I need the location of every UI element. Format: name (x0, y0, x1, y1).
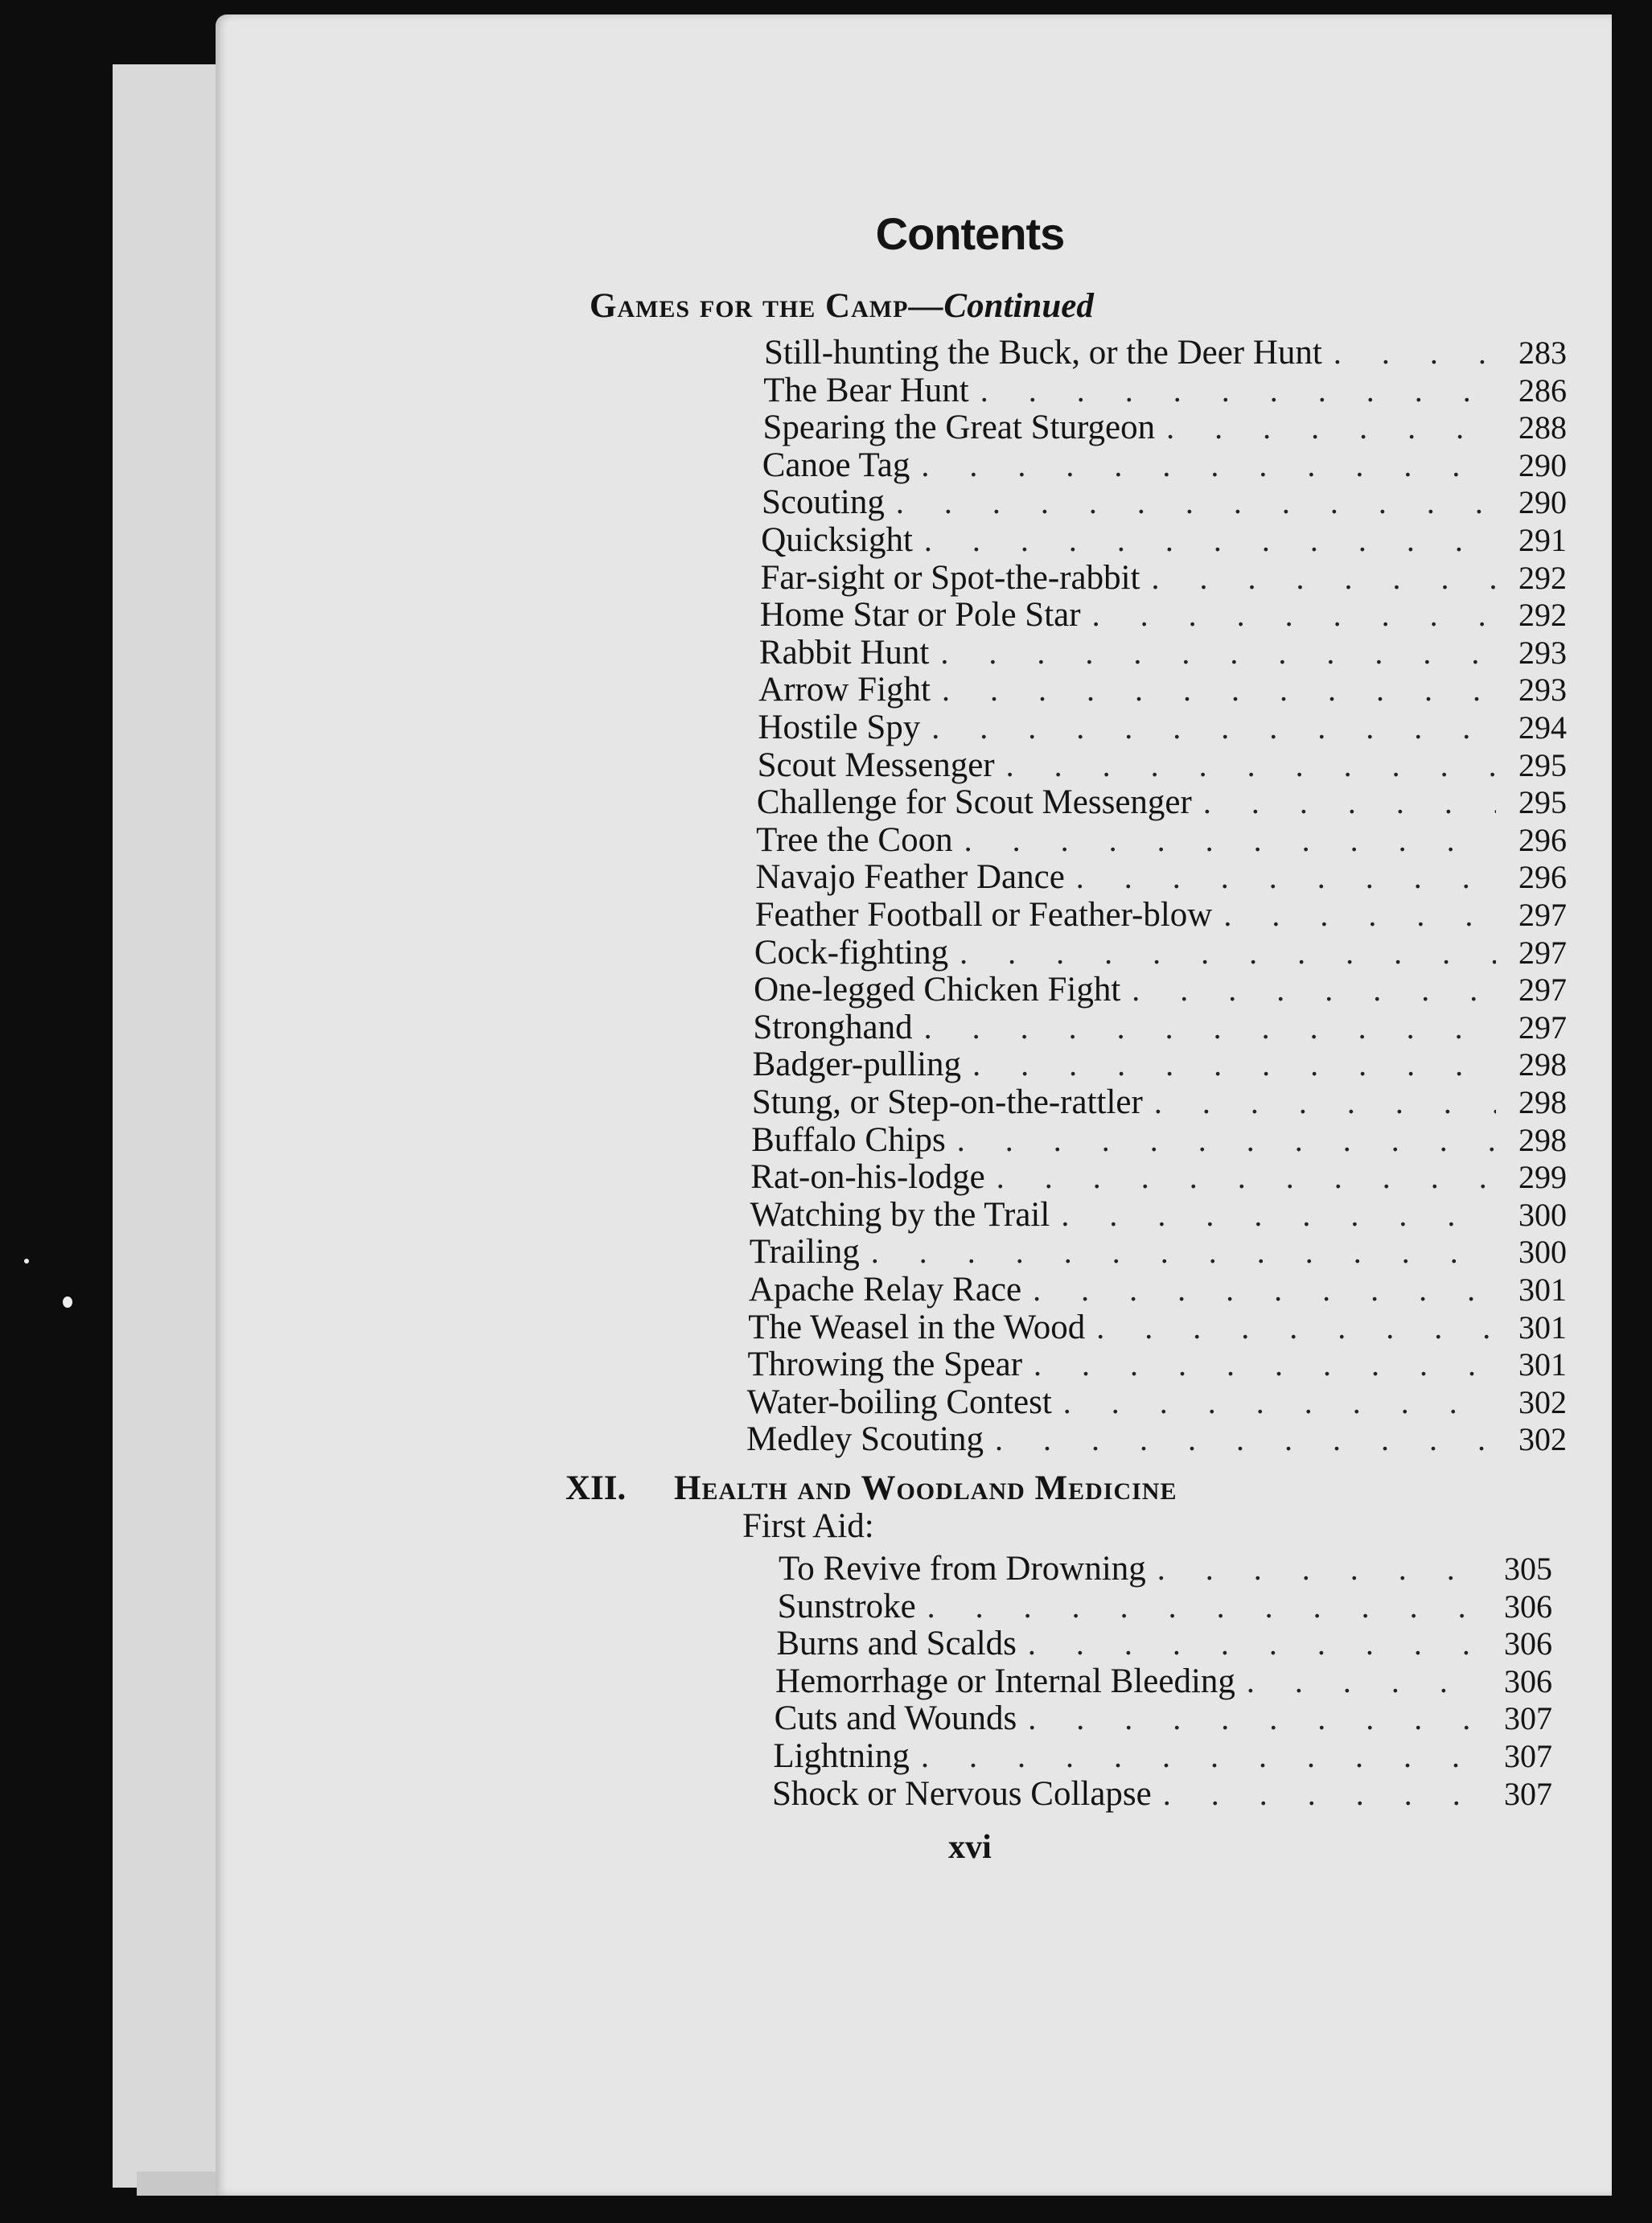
toc-entry-label: Stung, or Step-on-the-rattler (751, 1083, 1143, 1121)
leader-dots (1132, 972, 1496, 1009)
leader-dots (964, 822, 1496, 859)
leader-dots (1163, 1776, 1481, 1813)
toc-entry-label: The Weasel in the Wood (748, 1308, 1086, 1346)
toc-entry-label: Quicksight (761, 521, 913, 559)
toc-entry (757, 784, 1567, 821)
chapter-heading (565, 1469, 1177, 1508)
toc-entry-label: Buffalo Chips (751, 1120, 946, 1159)
toc-entry-page: 306 (1503, 1625, 1552, 1662)
section-continued: Continued (943, 287, 1094, 325)
toc-entry-label: Medley Scouting (746, 1420, 984, 1459)
toc-entry-page: 297 (1518, 897, 1567, 933)
toc-entry (755, 859, 1567, 896)
toc-entry (761, 522, 1567, 559)
toc-entry-label: Far-sight or Spot-the-rabbit (760, 558, 1140, 597)
toc-entry-page: 301 (1518, 1272, 1567, 1308)
toc-entry-label: Tree the Coon (756, 820, 953, 859)
toc-entry-page: 296 (1518, 821, 1567, 858)
leader-dots (997, 1159, 1496, 1196)
section-heading (590, 286, 1094, 326)
toc-entry (776, 1625, 1552, 1662)
toc-entry-label: Throwing the Spear (747, 1346, 1023, 1384)
leader-dots (927, 1588, 1481, 1625)
leader-dots (924, 522, 1496, 559)
toc-entry-page: 292 (1518, 597, 1567, 634)
section-name: Games for the Camp— (590, 287, 944, 325)
toc-entry-label: Badger-pulling (752, 1046, 962, 1084)
toc-entry-page: 290 (1518, 446, 1567, 483)
toc-entry (764, 335, 1567, 372)
toc-entry (775, 1663, 1552, 1700)
leader-dots (995, 1421, 1496, 1458)
leader-dots (1223, 897, 1496, 934)
leader-dots (942, 672, 1496, 709)
toc-entry-page: 296 (1518, 859, 1567, 896)
toc-entry (779, 1551, 1552, 1588)
leader-dots (871, 1234, 1496, 1271)
toc-entry-page: 301 (1518, 1346, 1567, 1383)
toc-entry-label: Canoe Tag (762, 446, 910, 484)
toc-entry (758, 747, 1567, 784)
toc-entry-page: 288 (1518, 409, 1567, 446)
leader-dots (1334, 335, 1496, 372)
toc-entry-page: 306 (1504, 1662, 1552, 1699)
toc-entry (760, 560, 1567, 597)
toc-entry-label: Hemorrhage or Internal Bleeding (775, 1662, 1235, 1700)
toc-entry (748, 1346, 1567, 1383)
toc-entry (772, 1776, 1552, 1813)
toc-entry-label: Scout Messenger (757, 746, 995, 784)
toc-entry-label: Lightning (773, 1737, 910, 1775)
leader-dots (957, 1122, 1496, 1159)
toc-entry (750, 1159, 1567, 1196)
toc-entry-page: 302 (1518, 1383, 1567, 1420)
toc-entry-label: One-legged Chicken Fight (754, 971, 1121, 1009)
toc-entry-label: Challenge for Scout Messenger (756, 783, 1192, 822)
toc-entry-page: 295 (1518, 784, 1567, 821)
toc-entry (762, 447, 1567, 484)
toc-entry-page: 293 (1518, 672, 1567, 709)
toc-entry-label: Water-boiling Contest (746, 1383, 1052, 1421)
leader-dots (980, 372, 1496, 409)
toc-entry-page: 298 (1518, 1121, 1567, 1158)
leader-dots (1096, 1309, 1496, 1346)
toc-entry (750, 1197, 1567, 1234)
leader-dots (1203, 784, 1496, 821)
toc-entry-page: 297 (1518, 1009, 1567, 1046)
toc-entry-label: Hostile Spy (758, 709, 921, 746)
subheading: First Aid: (742, 1507, 874, 1545)
toc-entry (762, 484, 1567, 521)
toc-entry-page: 286 (1518, 372, 1567, 409)
toc-entry-page: 307 (1504, 1775, 1552, 1812)
toc-entry-page: 298 (1518, 1046, 1567, 1083)
toc-entry-page: 299 (1518, 1159, 1567, 1196)
toc-entry (763, 372, 1567, 409)
toc-entry-label: Stronghand (753, 1008, 913, 1046)
toc-entry (754, 972, 1567, 1009)
toc-entry-label: Rabbit Hunt (758, 633, 930, 672)
toc-entry-page: 300 (1518, 1196, 1567, 1233)
leader-dots (1034, 1346, 1496, 1383)
toc-entry-page: 293 (1518, 634, 1567, 671)
toc-entry-label: Arrow Fight (758, 671, 931, 709)
toc-entry (747, 1384, 1567, 1421)
toc-entry-page: 283 (1518, 335, 1567, 371)
toc-entry-page: 295 (1518, 746, 1567, 783)
leader-dots (1061, 1197, 1496, 1234)
toc-entry-page: 290 (1518, 484, 1567, 521)
toc-entry (752, 1084, 1567, 1121)
leader-dots (1028, 1625, 1481, 1662)
leader-dots (972, 1046, 1496, 1083)
toc-entry (753, 1046, 1567, 1083)
chapter-number: XII. (565, 1469, 627, 1507)
scan-speck (24, 1259, 29, 1264)
toc-entry (773, 1738, 1552, 1775)
page-folio: xvi (948, 1829, 992, 1866)
toc-entry-label: Sunstroke (777, 1587, 916, 1625)
toc-entry-label: Burns and Scalds (776, 1625, 1017, 1663)
toc-entry (749, 1272, 1567, 1309)
toc-entry (762, 409, 1567, 446)
leader-dots (921, 1738, 1481, 1775)
toc-entry-page: 305 (1504, 1551, 1552, 1587)
toc-entry (751, 1122, 1567, 1159)
toc-entry-page: 291 (1518, 522, 1567, 558)
leader-dots (924, 1009, 1496, 1046)
toc-entry-page: 300 (1518, 1234, 1567, 1271)
toc-entry-page: 297 (1518, 934, 1567, 971)
toc-entry-label: Cock-fighting (754, 933, 949, 972)
toc-entry (748, 1309, 1567, 1346)
toc-entry-label: Spearing the Great Sturgeon (762, 409, 1156, 447)
toc-entry-label: Still-hunting the Buck, or the Deer Hunt (764, 334, 1322, 372)
toc-entry-page: 297 (1518, 972, 1567, 1009)
leader-dots (931, 709, 1496, 746)
leader-dots (1247, 1663, 1481, 1700)
scan-speck (63, 1296, 72, 1308)
page-title: Contents (875, 208, 1065, 259)
toc-entry (754, 935, 1567, 972)
toc-entry (756, 822, 1567, 859)
toc-entry-label: To Revive from Drowning (779, 1550, 1146, 1588)
leader-dots (1092, 597, 1496, 634)
toc-entry-label: Trailing (749, 1233, 860, 1272)
toc-entry (760, 597, 1567, 634)
toc-entry-label: Shock or Nervous Collapse (772, 1774, 1152, 1813)
toc-entry-label: Scouting (761, 483, 885, 522)
toc-entry-label: Feather Football or Feather-blow (754, 896, 1213, 934)
toc-entry-page: 302 (1518, 1421, 1567, 1458)
toc-entry-label: Watching by the Trail (750, 1195, 1050, 1234)
leader-dots (1033, 1272, 1496, 1309)
leader-dots (1166, 409, 1496, 446)
leader-dots (1006, 747, 1496, 784)
leader-dots (1076, 859, 1496, 896)
leader-dots (921, 447, 1496, 484)
toc-entry-label: Cuts and Wounds (774, 1699, 1017, 1738)
leader-dots (960, 935, 1496, 972)
leader-dots (1028, 1700, 1481, 1737)
toc-entry-label: Navajo Feather Dance (755, 858, 1065, 897)
toc-entry (778, 1588, 1552, 1625)
toc-entry-label: The Bear Hunt (763, 371, 969, 409)
toc-entry (775, 1700, 1552, 1737)
toc-entry-label: Apache Relay Race (749, 1271, 1022, 1309)
toc-entry-page: 292 (1518, 559, 1567, 596)
toc-entry-page: 298 (1518, 1084, 1567, 1120)
leader-dots (940, 635, 1496, 672)
toc-entry-page: 307 (1503, 1738, 1552, 1774)
toc-entry-page: 307 (1503, 1700, 1552, 1737)
toc-entry (758, 709, 1567, 746)
scan-left-margin (113, 64, 217, 2188)
leader-dots (1157, 1551, 1481, 1588)
chapter-name: Health and Woodland Medicine (674, 1469, 1177, 1507)
toc-entry-label: Home Star or Pole Star (759, 596, 1081, 635)
toc-entry (753, 1009, 1567, 1046)
leader-dots (1154, 1084, 1496, 1121)
toc-entry (758, 672, 1567, 709)
leader-dots (1063, 1384, 1496, 1421)
toc-entry (759, 635, 1567, 672)
toc-entry (755, 897, 1567, 934)
leader-dots (896, 484, 1496, 521)
toc-entry-page: 294 (1518, 709, 1567, 746)
leader-dots (1152, 560, 1496, 597)
toc-entry (750, 1234, 1567, 1271)
toc-entry-page: 301 (1518, 1309, 1567, 1346)
toc-entry-page: 306 (1503, 1588, 1552, 1625)
toc-entry-label: Rat-on-his-lodge (750, 1158, 985, 1197)
toc-entry (746, 1421, 1567, 1458)
book-page (216, 14, 1612, 2196)
